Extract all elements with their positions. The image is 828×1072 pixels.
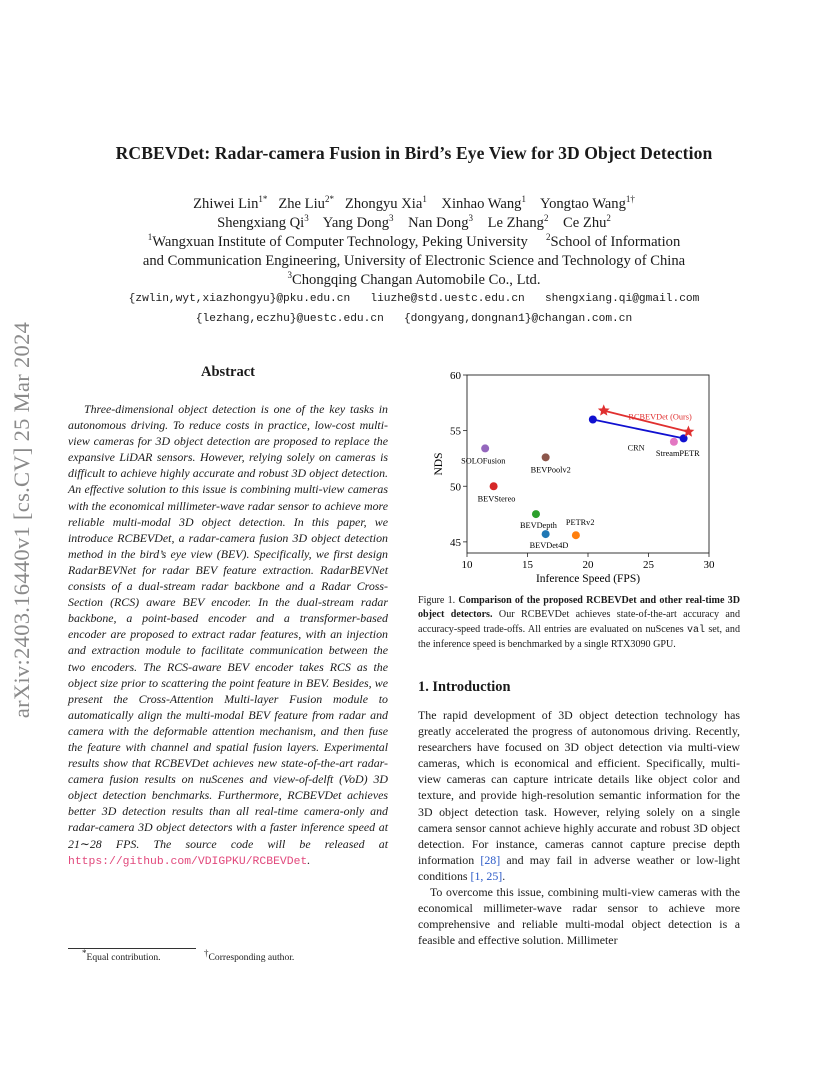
- x-tick-label: 20: [582, 559, 594, 571]
- author: Le Zhang$^2$: [487, 213, 549, 231]
- y-axis-label: NDS: [433, 452, 445, 476]
- x-tick-label: 25: [643, 559, 654, 571]
- arxiv-identifier: arXiv:2403.16440v1 [cs.CV] 25 Mar 2024: [9, 321, 34, 719]
- x-tick-label: 15: [522, 559, 533, 571]
- author: Yongtao Wang$^{1\dagger}$: [540, 194, 635, 212]
- point-bevpoolv2: [542, 453, 550, 461]
- point-label-petrv2: PETRv2: [565, 518, 595, 528]
- point-label-solofusion: SOLOFusion: [461, 456, 506, 466]
- point-label-bevdepth: BEVDepth: [519, 521, 557, 531]
- introduction-body: [418, 707, 740, 948]
- author-line-1: [0, 195, 828, 214]
- figure-1-chart: [420, 363, 740, 588]
- y-tick-label: 50: [450, 481, 461, 494]
- github-link[interactable]: https://github.com/VDIGPKU/RCBEVDet: [68, 855, 308, 868]
- y-tick-label: 45: [450, 536, 461, 549]
- author: Zhiwei Lin$^{1*}$: [193, 194, 268, 212]
- nds-vs-fps-scatter: [420, 363, 740, 588]
- affiliation-2: School of Information: [550, 234, 681, 250]
- intro-paragraph-2: To overcome this issue, combining multi-view cameras with the economical millimeter-wave radar sensor to achieve more comprehensive and reliable multi-modal object detection is a feasible and effective solution. Millimeter: [418, 885, 740, 948]
- point-streampetr: [670, 438, 678, 446]
- email-line-2: [0, 313, 828, 325]
- y-tick-label: 55: [450, 425, 461, 438]
- affiliation-3: Chongqing Changan Automobile Co., Ltd.: [292, 272, 541, 288]
- email: liuzhe@std.uestc.edu.cn: [370, 293, 525, 305]
- series-point-rcbevdet-ours-: [598, 404, 610, 415]
- caption-label: Figure 1.: [418, 595, 456, 606]
- series-point-crn: [589, 416, 597, 424]
- affiliation-line-3: $^3$Chongqing Changan Automobile Co., Ltd.: [287, 270, 541, 288]
- figure-1-caption: Figure 1. Comparison of the proposed RCBEVDet and other real-time 3D object detectors. Our RCBEVDet achieves state-of-the-art accuracy and accuracy-speed trade-offs. All entries are evaluated on nuScenes val set, and the inference speed is benchmarked by a single RTX3090 GPU.: [418, 595, 741, 650]
- author: Zhongyu Xia$^1$: [344, 194, 427, 212]
- series-label-rcbevdet-ours-: RCBEVDet (Ours): [628, 412, 692, 422]
- footnote-rule: [68, 948, 196, 949]
- point-bevdepth: [532, 510, 540, 518]
- affiliation-1: Wangxuan Institute of Computer Technology, Peking University: [152, 234, 528, 250]
- x-tick-label: 10: [461, 559, 473, 571]
- intro-paragraph-1: The rapid development of 3D object detection technology has greatly accelerated the progress of autonomous driving. Recently, researchers have focused on 3D object detection via multi-view cameras, which is economical and efficient. Specifically, multi-view cameras can capture intricate details like object color and texture, and provide high-resolution semantic information for the 3D object detection task. However, relying solely on a single camera sensor cannot achieve highly accurate and robust 3D object detection. For instance, cameras cannot capture precise depth information [28] and may fail in adverse weather or low-light conditions [1, 25].: [418, 708, 741, 883]
- point-petrv2: [572, 531, 580, 539]
- point-bevdet4d: [542, 530, 550, 538]
- abstract-text: Three-dimensional object detection is one of the key tasks in autonomous driving. To reduce costs in practice, low-cost multi-view cameras for 3D object detection are proposed to replace the expansive LiDAR sensors. However, relying solely on cameras is difficult to achieve highly accurate and robust 3D object detection. An effective solution to this issue is combining multi-view cameras with the economical millimeter-wave radar sensor to achieve more reliable multi-modal 3D object detection. In this paper, we introduce RCBEVDet, a radar-camera fusion 3D object detection method in the bird’s eye view (BEV). Specifically, we first design RadarBEVNet for radar BEV feature extraction. RadarBEVNet consists of a dual-stream radar backbone and a Radar Cross-Section (RCS) aware BEV encoder. In the dual-stream radar backbone, a point-based encoder and a transformer-based encoder are proposed to extract radar features, with an injection and extraction module to facilitate communication between the two encoders. The RCS-aware BEV encoder takes RCS as the object size prior to scattering the point feature in BEV. Besides, we present the Cross-Attention Multi-layer Fusion module to automatically align the multi-modal BEV feature from radar and camera with the deformable attention mechanism, and then fuse the feature with channel and spatial fusion layers. Experimental results show that RCBEVDet achieves new state-of-the-art radar-camera fusion results on nuScenes and view-of-delft (VoD) 3D object detection benchmarks. Furthermore, RCBEVDet achieves better 3D detection results than all real-time camera-only and radar-camera 3D object detectors with a faster inference speed at 21∼28 FPS. The source code will be released at: [68, 402, 388, 851]
- citation-link[interactable]: [1, 25]: [470, 868, 503, 883]
- introduction-heading: 1. Introduction: [418, 679, 511, 695]
- x-tick-label: 30: [703, 559, 715, 571]
- affiliation-line-1: $^1$Wangxuan Institute of Computer Technology, Peking University $^2$School of Information: [147, 232, 681, 250]
- author: Zhe Liu$^{2*}$: [278, 194, 334, 212]
- email: {zwlin,wyt,xiazhongyu}@pku.edu.cn: [128, 293, 351, 305]
- author: Ce Zhu$^2$: [563, 213, 611, 231]
- footnote-equal-contribution: *Equal contribution.: [82, 947, 161, 963]
- affiliation-line-2: and Communication Engineering, University of Electronic Science and Technology of China: [142, 253, 686, 269]
- point-solofusion: [481, 444, 489, 452]
- email: {dongyang,dongnan1}@changan.com.cn: [403, 313, 633, 325]
- point-bevstereo: [490, 482, 498, 490]
- author: Xinhao Wang$^1$: [441, 194, 526, 212]
- point-label-streampetr: StreamPETR: [655, 448, 700, 458]
- author: Nan Dong$^3$: [408, 213, 474, 231]
- citation-link[interactable]: [28]: [480, 852, 501, 867]
- footnote-corresponding-author: †Corresponding author.: [204, 947, 295, 963]
- email: {lezhang,eczhu}@uestc.edu.cn: [195, 313, 384, 325]
- abstract-body: Three-dimensional object detection is one of the key tasks in autonomous driving. To reduce costs in practice, low-cost multi-view cameras for 3D object detection are proposed to replace the expansive LiDAR sensors. However, relying solely on cameras is difficult to achieve highly accurate and robust 3D object detection. An effective solution to this issue is combining multi-view cameras with the economical millimeter-wave radar sensor to achieve more reliable multi-modal 3D object detection. In this paper, we introduce RCBEVDet, a radar-camera fusion 3D object detection method in the bird’s eye view (BEV). Specifically, we first design RadarBEVNet for radar BEV feature extraction. RadarBEVNet consists of a dual-stream radar backbone and a Radar Cross-Section (RCS) aware BEV encoder. In the dual-stream radar backbone, a point-based encoder and a transformer-based encoder are proposed to extract radar features, with an injection and extraction module to facilitate communication between the two encoders. The RCS-aware BEV encoder takes RCS as the object size prior to scattering the point feature in BEV. Besides, we present the Cross-Attention Multi-layer Fusion module to automatically align the multi-modal BEV feature from radar and camera with the deformable attention mechanism, and then fuse the feature with channel and spatial fusion layers. Experimental results show that RCBEVDet achieves new state-of-the-art radar-camera fusion results on nuScenes and view-of-delft (VoD) 3D object detection benchmarks. Furthermore, RCBEVDet achieves better 3D detection results than all real-time camera-only and radar-camera 3D object detectors with a faster inference speed at 21∼28 FPS. The source code will be released at https://github.com/VDIGPKU/RCBEVDet.: [68, 402, 388, 868]
- caption-code: val: [686, 624, 705, 636]
- series-line-crn: [593, 420, 684, 439]
- point-label-bevpoolv2: BEVPoolv2: [530, 465, 571, 475]
- x-axis-label: Inference Speed (FPS): [535, 573, 641, 585]
- email: shengxiang.qi@gmail.com: [544, 293, 700, 305]
- y-tick-label: 60: [450, 370, 461, 382]
- point-label-bevstereo: BEVStereo: [477, 494, 516, 504]
- author: Shengxiang Qi$^3$: [217, 213, 309, 231]
- series-label-crn: CRN: [627, 443, 645, 453]
- point-label-bevdet4d: BEVDet4D: [529, 541, 569, 551]
- author-line-2: [0, 214, 828, 233]
- abstract-heading: Abstract: [201, 364, 255, 380]
- paper-title: RCBEVDet: Radar-camera Fusion in Bird’s Eye View for 3D Object Detection: [115, 143, 713, 163]
- author: Yang Dong$^3$: [322, 213, 394, 231]
- email-line-1: [0, 293, 828, 305]
- caption-bold: Comparison of the proposed RCBEVDet and other real-time 3D object detectors.: [418, 595, 741, 621]
